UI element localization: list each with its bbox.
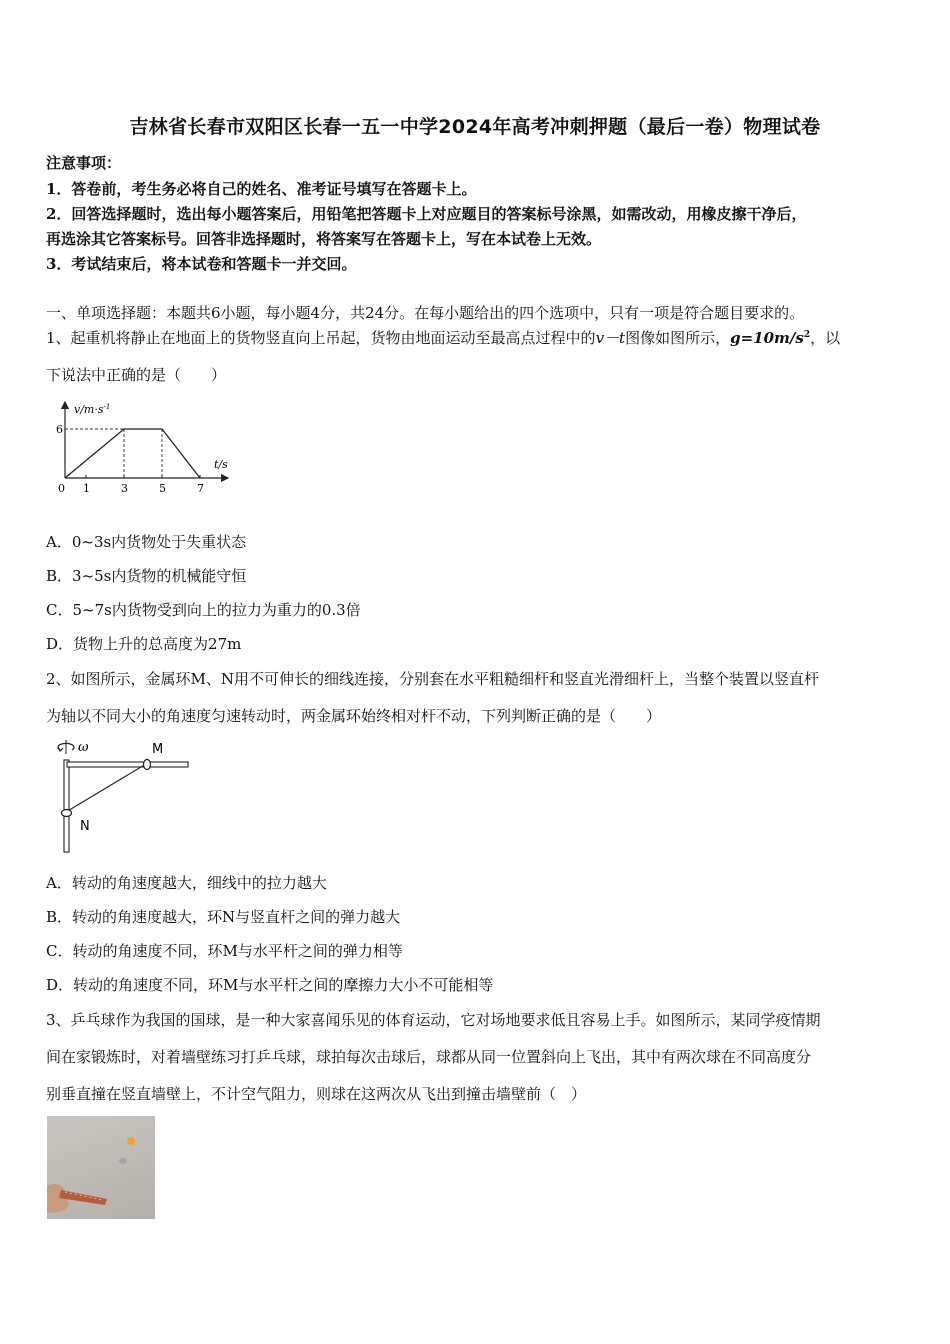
q1-option-d: D．货物上升的总高度为27m [46,635,242,653]
notice-item: 2．回答选择题时，选出每小题答案后，用铅笔把答题卡上对应题目的答案标号涂黑，如需改动，用橡皮擦干净后， [46,205,807,223]
ring-n-label: N [80,819,90,834]
q2-option-d: D．转动的角速度不同，环M与水平杆之间的摩擦力大小不可能相等 [46,976,494,994]
ring-m [144,760,151,770]
vt-ytick-6: 6 [56,423,63,436]
q1-vt: v－t [595,329,626,347]
ring-n [62,810,72,817]
vt-graph [46,396,246,500]
horizontal-rod [67,762,188,767]
vt-line [65,429,200,478]
question-1-stem [46,327,840,348]
vt-xtick-0: 0 [58,482,65,495]
notice-item: 1．答卷前，考生务必将自己的姓名、准考证号填写在答题卡上。 [46,180,477,198]
question-2-stem: 2、如图所示，金属环M、N用不可伸长的细线连接，分别套在水平粗糙细杆和竖直光滑细杆上，当整个装置以竖直杆 [46,670,820,688]
question-3-stem-2: 间在家锻炼时，对着墙壁练习打乒乓球，球拍每次击球后，球都从同一位置斜向上飞出，其中有两次球在不同高度分 [46,1048,812,1066]
question-1-stem-2: 下说法中正确的是（ ） [46,366,227,384]
ring-m-label: M [152,742,164,757]
question-3-stem: 3、乒乓球作为我国的国球，是一种大家喜闻乐见的体育运动，它对场地要求低且容易上手。如图所示，某同学疫情期 [46,1011,821,1029]
vt-y-label: $v/m\cdot s^{-1}$ [74,403,111,416]
notice-heading: 注意事项： [46,154,122,172]
ping-pong-ball [127,1137,135,1145]
q1-option-c: C．5~7s内货物受到向上的拉力为重力的0.3倍 [46,601,361,619]
string [66,764,146,812]
question-3-stem-3: 别垂直撞在竖直墙壁上，不计空气阻力，则球在这两次从飞出到撞击墙壁前（ ） [46,1085,587,1103]
q2-option-a: A．转动的角速度越大，细线中的拉力越大 [46,874,327,892]
q2-option-c: C．转动的角速度不同，环M与水平杆之间的弹力相等 [46,942,403,960]
q1-text-b: 图像如图所示， [625,329,731,347]
vt-xtick-3: 3 [121,482,128,495]
vt-xtick-7: 7 [197,482,204,495]
vt-xtick-1: 1 [83,482,90,495]
q1-option-a: A．0~3s内货物处于失重状态 [46,533,247,551]
vt-xtick-5: 5 [159,482,166,495]
rotating-rods-figure [48,736,198,856]
q1-text-c: ，以 [810,329,841,347]
question-2-stem-2: 为轴以不同大小的角速度匀速转动时，两金属环始终相对杆不动，下列判断正确的是（ ） [46,707,662,725]
q1-option-b: B．3~5s内货物的机械能守恒 [46,567,247,585]
q1-text-a: 1、起重机将静止在地面上的货物竖直向上吊起，货物由地面运动至最高点过程中的 [46,329,596,347]
ping-pong-photo [47,1116,155,1219]
vertical-rod [64,760,69,852]
q2-option-b: B．转动的角速度越大，环N与竖直杆之间的弹力越大 [46,908,401,926]
vt-x-label: t/s [214,458,228,471]
notice-item: 3．考试结束后，将本试卷和答题卡一并交回。 [46,255,357,273]
section-heading: 一、单项选择题：本题共6小题，每小题4分，共24分。在每小题给出的四个选项中，只有一项是符合题目要求的。 [46,304,805,322]
q1-g: $g=10m/s^2$ [730,329,811,347]
omega-label: ω [78,740,89,755]
page-title: 吉林省长春市双阳区长春一五一中学2024年高考冲刺押题（最后一卷）物理试卷 [129,116,821,138]
notice-item: 再选涂其它答案标号。回答非选择题时，将答案写在答题卡上，写在本试卷上无效。 [46,230,602,248]
